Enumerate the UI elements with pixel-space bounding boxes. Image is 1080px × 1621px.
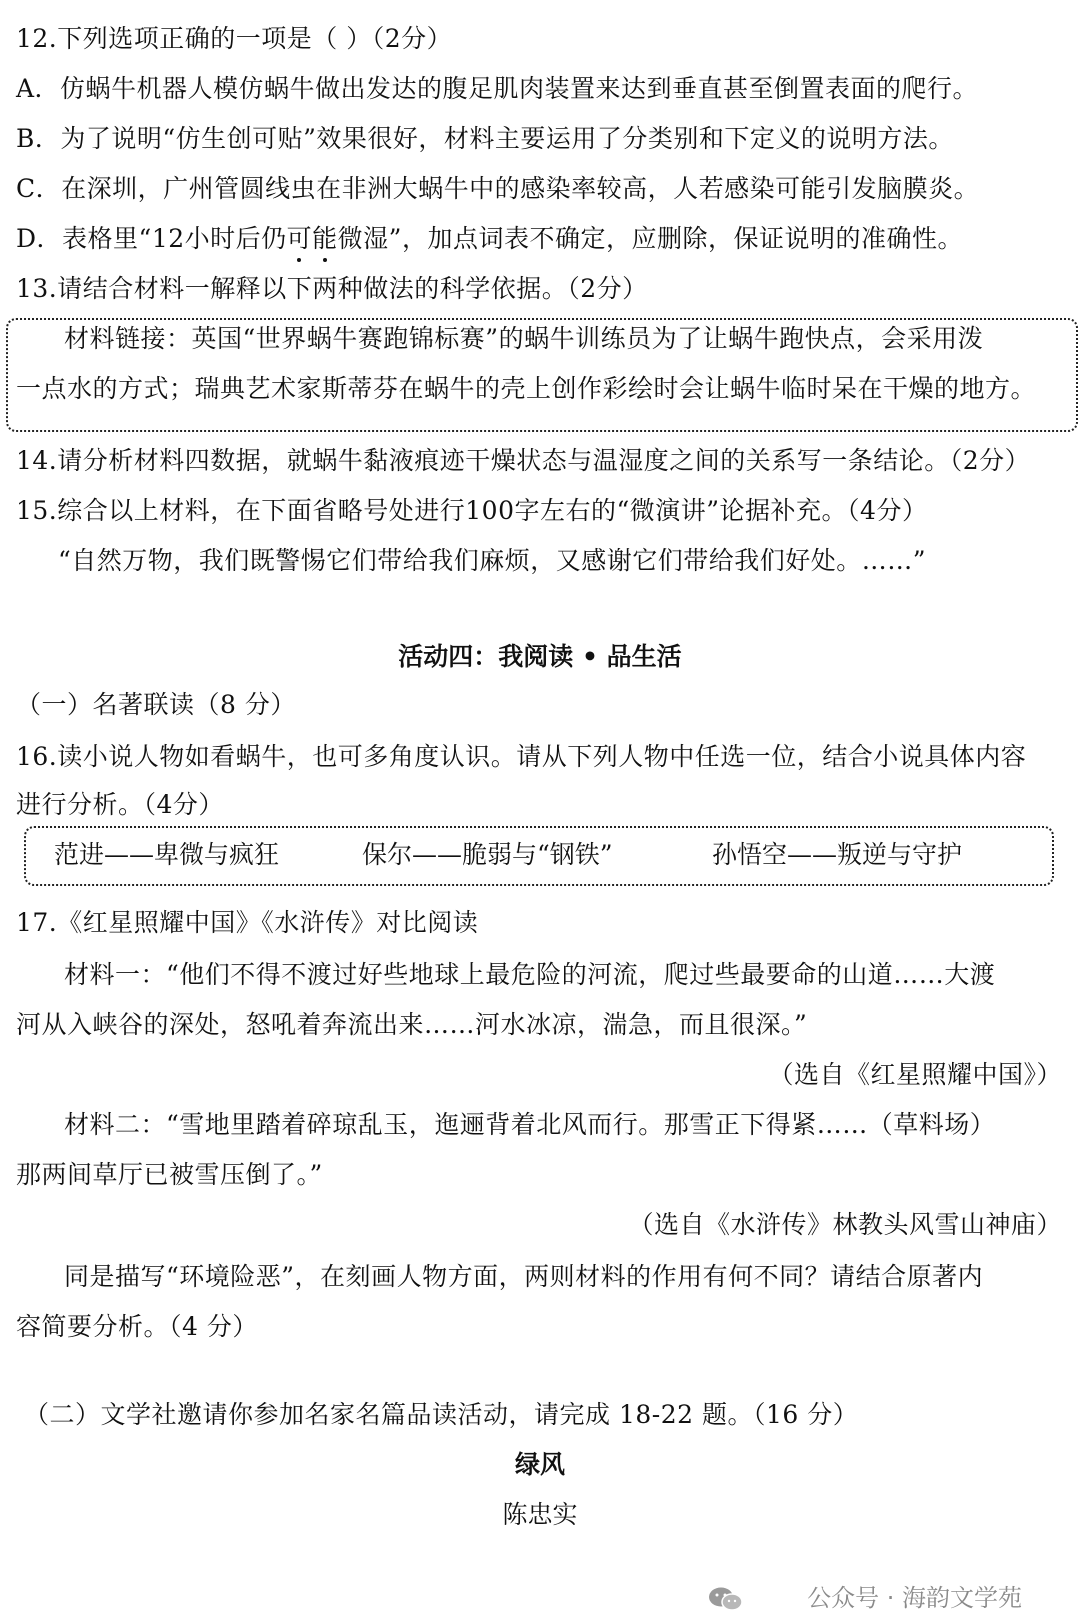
q17-question-line2: 容简要分析。（4 分） bbox=[16, 1312, 258, 1341]
character-option: 范进——卑微与疯狂 bbox=[54, 840, 280, 869]
q17-stem: 17.《红星照耀中国》《水浒传》对比阅读 bbox=[16, 908, 479, 937]
essay-title: 绿风 bbox=[514, 1450, 565, 1479]
q12-option-a: A．仿蜗牛机器人模仿蜗牛做出发达的腹足肌肉装置来达到垂直甚至倒置表面的爬行。 bbox=[16, 74, 979, 103]
q17-material2-source: （选自《水浒传》林教头风雪山神庙） bbox=[628, 1210, 1062, 1239]
part1-title: （一）名著联读（8 分） bbox=[16, 690, 296, 719]
material-link-line1: 材料链接：英国“世界蜗牛赛跑锦标赛”的蜗牛训练员为了让蜗牛跑快点，会采用泼 bbox=[64, 324, 984, 353]
q14-stem: 14.请分析材料四数据，就蜗牛黏液痕迹干燥状态与温湿度之间的关系写一条结论。（2分） bbox=[16, 446, 1031, 475]
emphasis-dot-char: 能 bbox=[312, 222, 338, 256]
q17-material1-line1: 材料一：“他们不得不渡过好些地球上最危险的河流，爬过些最要命的山道……大渡 bbox=[64, 960, 996, 989]
q12-option-b: B．为了说明“仿生创可贴”效果很好，材料主要运用了分类别和下定义的说明方法。 bbox=[16, 124, 954, 153]
q17-material2-line2: 那两间草厅已被雪压倒了。” bbox=[16, 1160, 323, 1189]
q17-material2-line1: 材料二：“雪地里踏着碎琼乱玉，迤逦背着北风而行。那雪正下得紧……（草料场） bbox=[64, 1110, 996, 1139]
character-option: 保尔——脆弱与“钢铁” bbox=[362, 840, 613, 869]
q12-option-d bbox=[16, 222, 963, 256]
q17-material1-line2: 河从入峡谷的深处，怒吼着奔流出来……河水冰凉，湍急，而且很深。” bbox=[16, 1010, 808, 1039]
q13-stem: 13.请结合材料一解释以下两种做法的科学依据。（2分） bbox=[16, 274, 648, 303]
material-link-line2: 一点水的方式；瑞典艺术家斯蒂芬在蜗牛的壳上创作彩绘时会让蜗牛临时呆在干燥的地方。 bbox=[16, 374, 1037, 403]
wechat-icon bbox=[708, 1586, 744, 1612]
q17-question-line1: 同是描写“环境险恶”，在刻画人物方面，两则材料的作用有何不同？请结合原著内 bbox=[64, 1262, 984, 1291]
q17-material1-source: （选自《红星照耀中国》） bbox=[768, 1060, 1062, 1089]
watermark-text: 公众号 · 海韵文学苑 bbox=[807, 1584, 1022, 1612]
character-option: 孙悟空——叛逆与守护 bbox=[712, 840, 963, 869]
q16-line1: 16.读小说人物如看蜗牛，也可多角度认识。请从下列人物中任选一位，结合小说具体内容 bbox=[16, 742, 1027, 771]
activity4-title: 活动四：我阅读 • 品生活 bbox=[398, 642, 682, 671]
part2-title: （二）文学社邀请你参加名家名篇品读活动，请完成 18-22 题。（16 分） bbox=[24, 1400, 859, 1429]
q15-stem: 15.综合以上材料，在下面省略号处进行100字左右的“微演讲”论据补充。（4分） bbox=[16, 496, 928, 525]
q12-option-d-pre: D．表格里“12小时后仍 bbox=[16, 224, 287, 253]
q12-option-d-post: 微湿”，加点词表不确定，应删除，保证说明的准确性。 bbox=[337, 224, 963, 253]
q12-stem: 12.下列选项正确的一项是（ ）（2分） bbox=[16, 24, 453, 53]
q15-quote: “自然万物，我们既警惕它们带给我们麻烦，又感谢它们带给我们好处。……” bbox=[58, 546, 927, 575]
emphasis-dot-char: 可 bbox=[287, 222, 313, 256]
q16-line2: 进行分析。（4分） bbox=[16, 790, 224, 819]
essay-author: 陈忠实 bbox=[502, 1500, 578, 1529]
q12-option-c: C．在深圳，广州管圆线虫在非洲大蜗牛中的感染率较高，人若感染可能引发脑膜炎。 bbox=[16, 174, 980, 203]
